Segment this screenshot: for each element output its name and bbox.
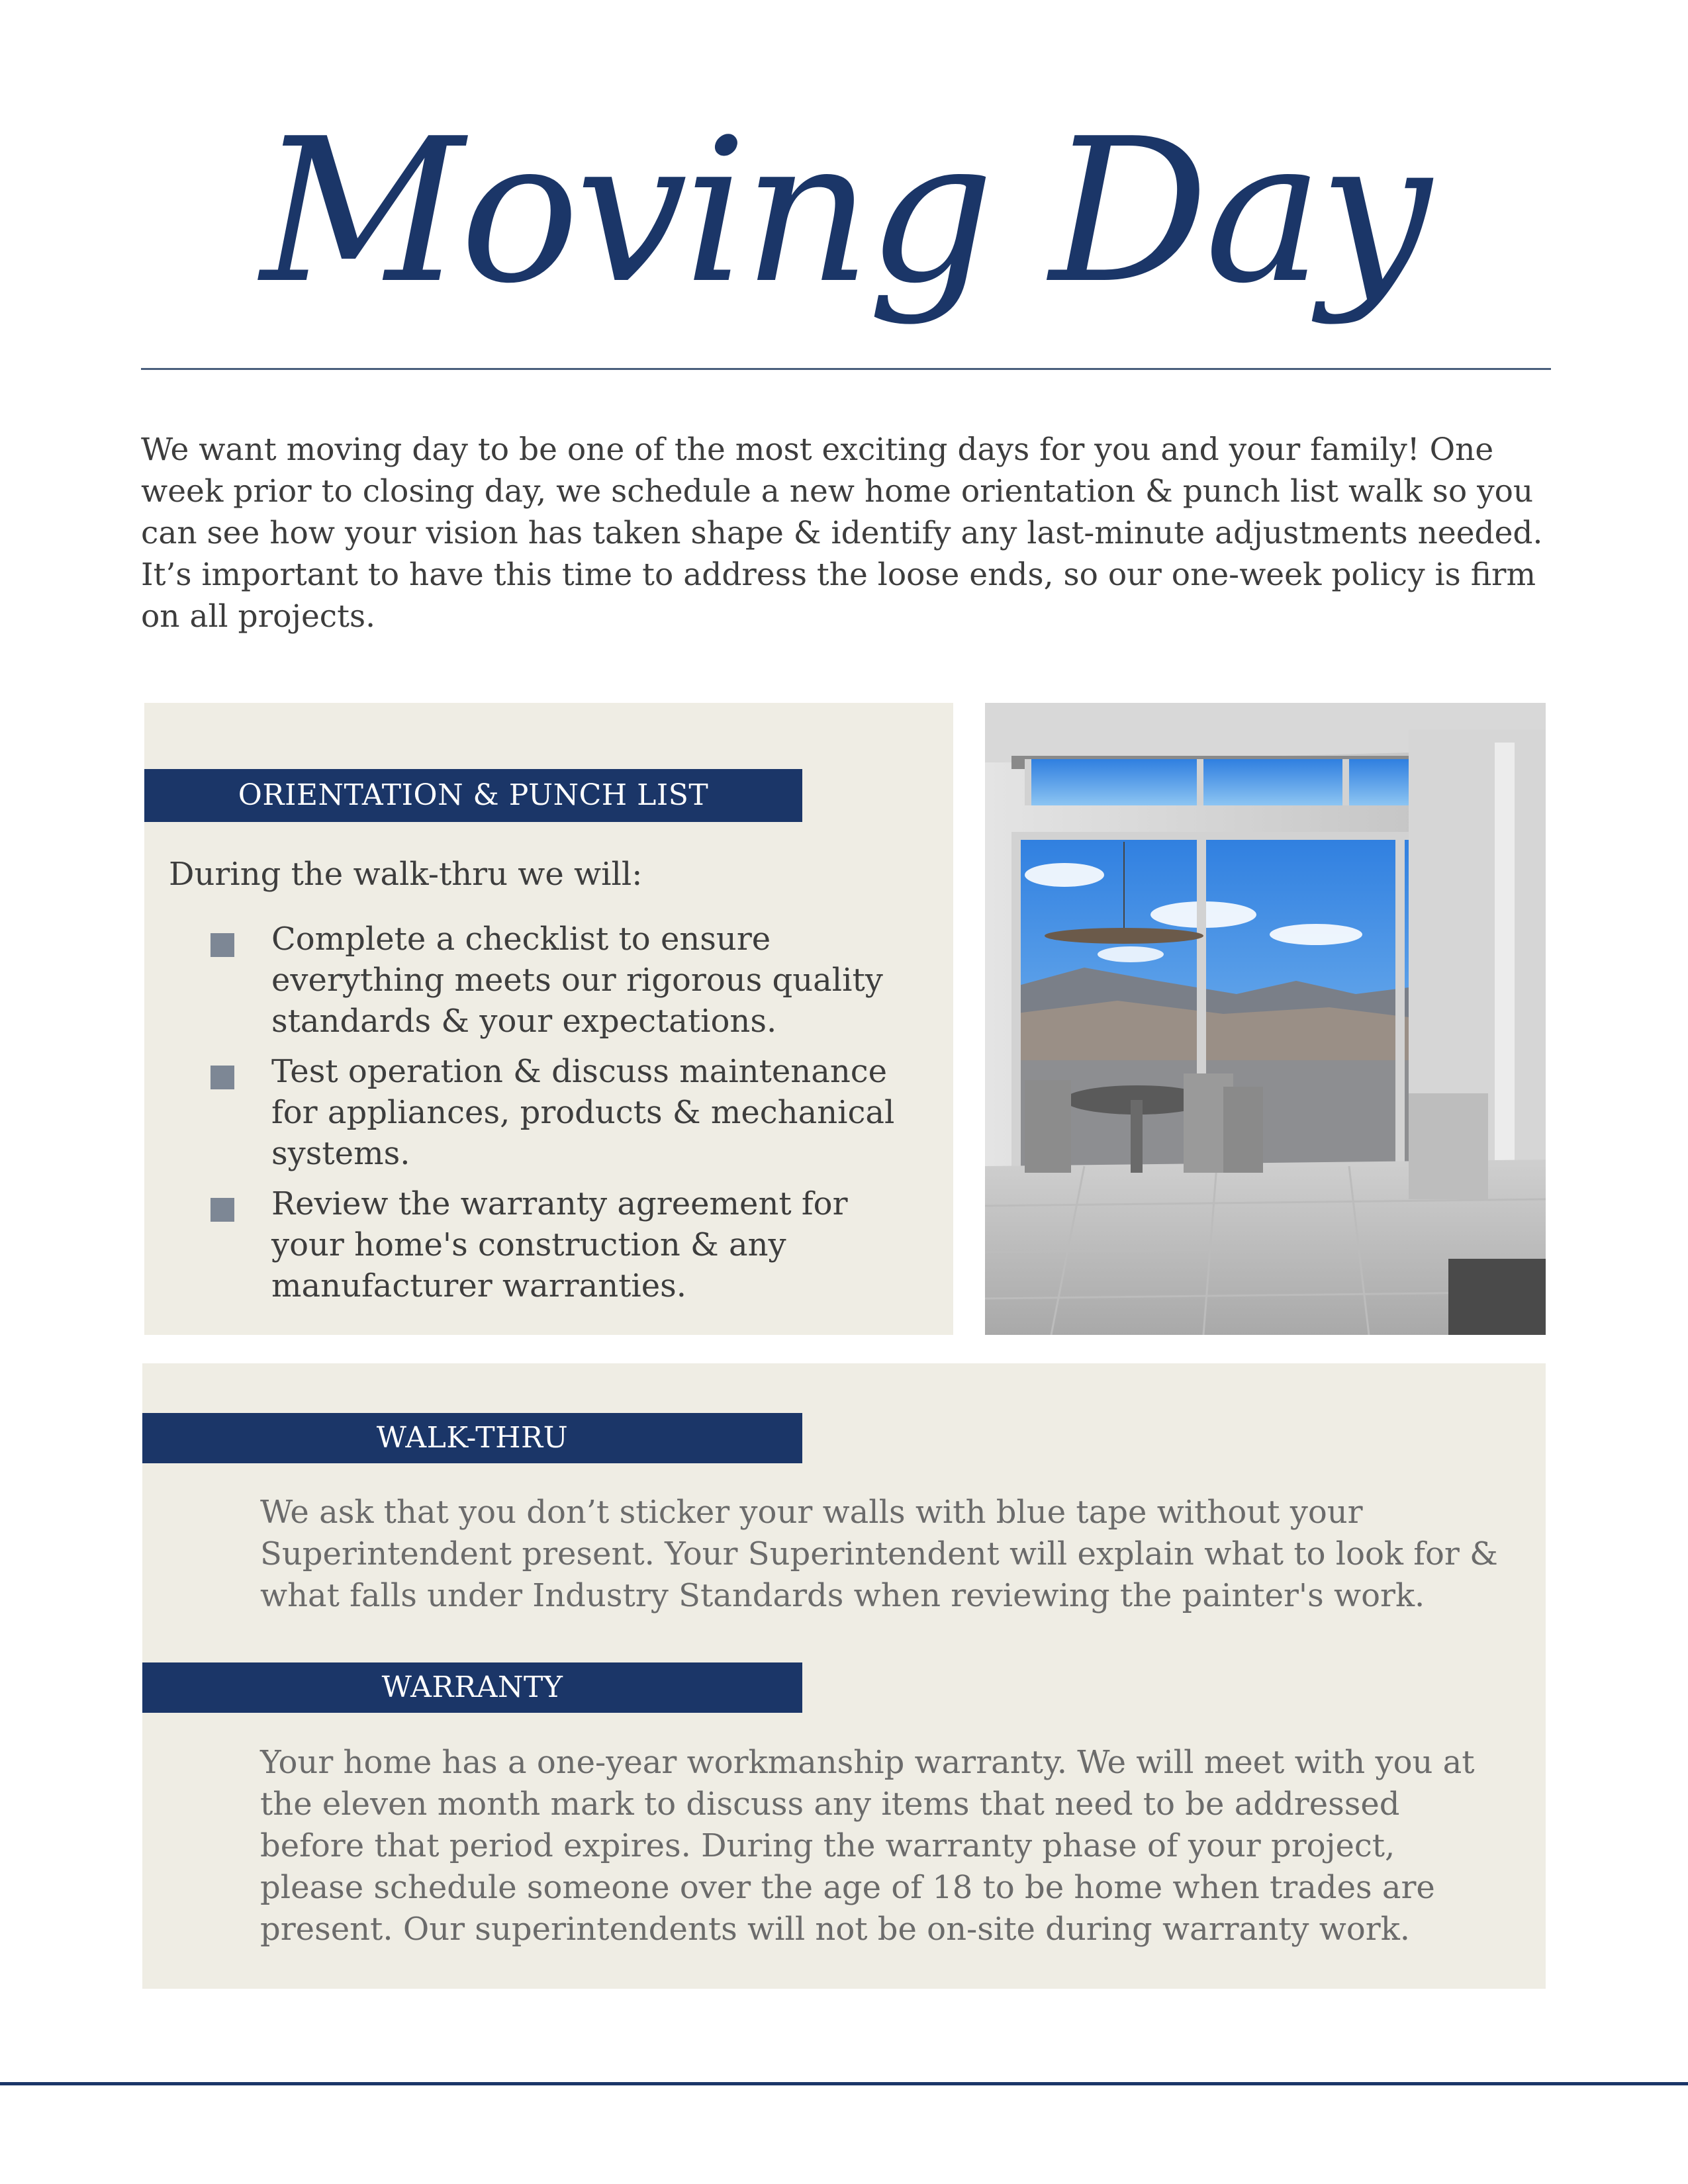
orientation-heading: ORIENTATION & PUNCH LIST bbox=[144, 769, 802, 822]
list-item bbox=[179, 1051, 920, 1174]
list-item bbox=[179, 919, 920, 1042]
page-title: Moving Day bbox=[260, 96, 1428, 327]
walkthru-heading: WALK-THRU bbox=[142, 1413, 802, 1463]
list-item-text: Test operation & discuss maintenance for appliances, products & mechanical systems. bbox=[271, 1053, 895, 1172]
warranty-text: Your home has a one-year workmanship warranty. We will meet with you at the eleven month mark to discuss any items that need to be addressed before that period expires. During the warranty phase of your project, please schedule someone over the age of 18 to be home when trades are present. Our superintendents will not be on-site during warranty work. bbox=[260, 1744, 1475, 1948]
title-divider bbox=[141, 368, 1551, 370]
dining-room-photo bbox=[985, 703, 1546, 1335]
footer-rule bbox=[0, 2082, 1688, 2085]
orientation-list bbox=[179, 919, 920, 1316]
orientation-lead: During the walk-thru we will: bbox=[169, 856, 643, 893]
list-item-text: Review the warranty agreement for your home's construction & any manufacturer warranties. bbox=[271, 1185, 848, 1304]
walkthru-text: We ask that you don’t sticker your walls with blue tape without your Superintendent present. Your Superintendent will explain what to look for & what falls under Industry Standards when reviewing the painter's work. bbox=[260, 1494, 1498, 1614]
square-bullet-icon bbox=[211, 1066, 234, 1089]
list-item-text: Complete a checklist to ensure everything meets our rigorous quality standards & your expectations. bbox=[271, 921, 883, 1040]
square-bullet-icon bbox=[211, 1198, 234, 1222]
list-item bbox=[179, 1183, 920, 1306]
warranty-heading: WARRANTY bbox=[142, 1662, 802, 1713]
square-bullet-icon bbox=[211, 933, 234, 957]
intro-paragraph: We want moving day to be one of the most exciting days for you and your family! One week prior to closing day, we schedule a new home orientation & punch list walk so you can see how your vision has taken shape & identify any last-minute adjustments needed. It’s important to have this time to address the loose ends, so our one-week policy is firm on all projects. bbox=[141, 432, 1543, 635]
